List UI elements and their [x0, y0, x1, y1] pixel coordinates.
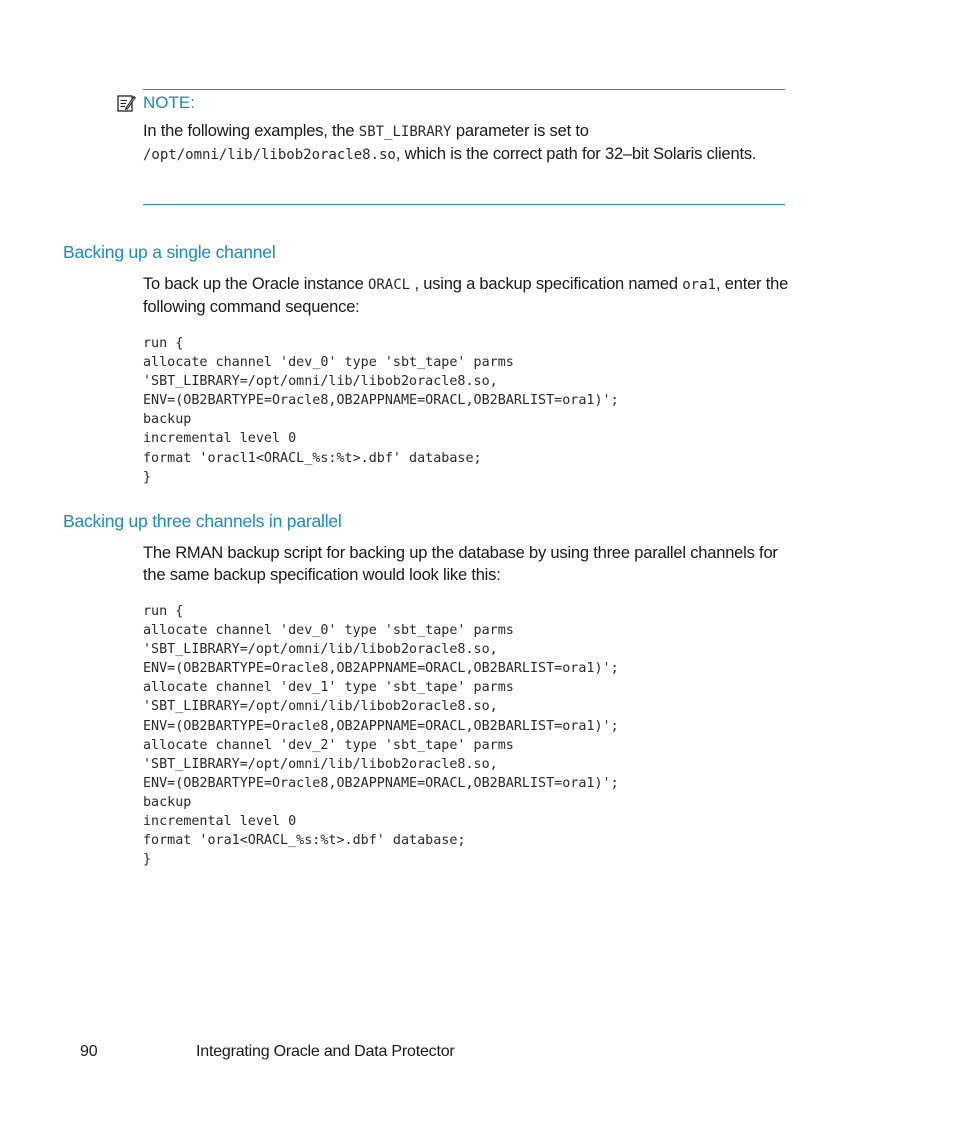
code-line: allocate channel 'dev_0' type 'sbt_tape' parms — [143, 623, 514, 639]
footer-title: Integrating Oracle and Data Protector — [196, 1043, 455, 1060]
section-1-paragraph — [143, 273, 793, 318]
note-text-3: , which is the correct path for 32–bit Solaris clients. — [395, 145, 757, 163]
code-line: run { — [143, 336, 184, 351]
section-2-paragraph: The RMAN backup script for backing up the database by using three parallel channels for the same backup specification would look like this: — [143, 544, 778, 584]
section-1-text-2: , using a backup specification named — [410, 275, 683, 293]
section-1-code-instance: ORACL — [367, 277, 411, 293]
code-line: allocate channel 'dev_1' type 'sbt_tape' parms — [143, 680, 514, 696]
note-code-path: /opt/omni/lib/libob2oracle8.so — [143, 147, 396, 163]
code-line: ENV=(OB2BARTYPE=Oracle8,OB2APPNAME=ORACL,OB2BARLIST=ora1)'; — [143, 718, 619, 734]
code-line: 'SBT_LIBRARY=/opt/omni/lib/libob2oracle8.so, — [143, 756, 498, 772]
section-1-text-1: To back up the Oracle instance — [143, 275, 368, 293]
note-label: NOTE: — [143, 93, 195, 112]
section-1-text-3: , enter the following command sequence: — [143, 275, 789, 316]
code-line: ENV=(OB2BARTYPE=Oracle8,OB2APPNAME=ORACL,OB2BARLIST=ora1)'; — [143, 661, 619, 677]
code-line: } — [143, 852, 152, 868]
code-line: run { — [143, 604, 184, 619]
note-body — [143, 120, 788, 166]
section-1-code-spec: ora1 — [682, 277, 716, 293]
page-number: 90 — [80, 1043, 98, 1060]
code-line: backup — [143, 412, 192, 428]
code-line: incremental level 0 — [143, 431, 297, 447]
code-line: allocate channel 'dev_2' type 'sbt_tape' parms — [143, 737, 514, 753]
note-header — [116, 93, 195, 113]
code-line: 'SBT_LIBRARY=/opt/omni/lib/libob2oracle8.so, — [143, 699, 498, 715]
code-line: format 'ora1<ORACL_%s:%t>.dbf' database; — [143, 833, 466, 849]
note-text-1: In the following examples, the — [143, 122, 359, 140]
code-line: backup — [143, 794, 192, 810]
code-block-three-channels — [143, 602, 619, 869]
note-bottom-rule — [143, 204, 785, 205]
code-block-single-channel — [143, 334, 619, 487]
note-code-sbt-library: SBT_LIBRARY — [358, 124, 452, 140]
section-heading-single-channel: Backing up a single channel — [63, 242, 276, 262]
code-line: allocate channel 'dev_0' type 'sbt_tape' parms — [143, 355, 514, 371]
code-line: } — [143, 469, 152, 485]
note-icon — [116, 93, 136, 113]
code-line: format 'oracl1<ORACL_%s:%t>.dbf' database; — [143, 450, 482, 466]
note-text-2: parameter is set to — [451, 122, 589, 140]
section-heading-three-channels: Backing up three channels in parallel — [63, 511, 342, 531]
note-top-rule — [143, 89, 785, 90]
code-line: ENV=(OB2BARTYPE=Oracle8,OB2APPNAME=ORACL,OB2BARLIST=ora1)'; — [143, 393, 619, 409]
code-line: 'SBT_LIBRARY=/opt/omni/lib/libob2oracle8.so, — [143, 642, 498, 658]
code-line: ENV=(OB2BARTYPE=Oracle8,OB2APPNAME=ORACL,OB2BARLIST=ora1)'; — [143, 775, 619, 791]
code-line: incremental level 0 — [143, 814, 297, 830]
code-line: 'SBT_LIBRARY=/opt/omni/lib/libob2oracle8.so, — [143, 374, 498, 390]
